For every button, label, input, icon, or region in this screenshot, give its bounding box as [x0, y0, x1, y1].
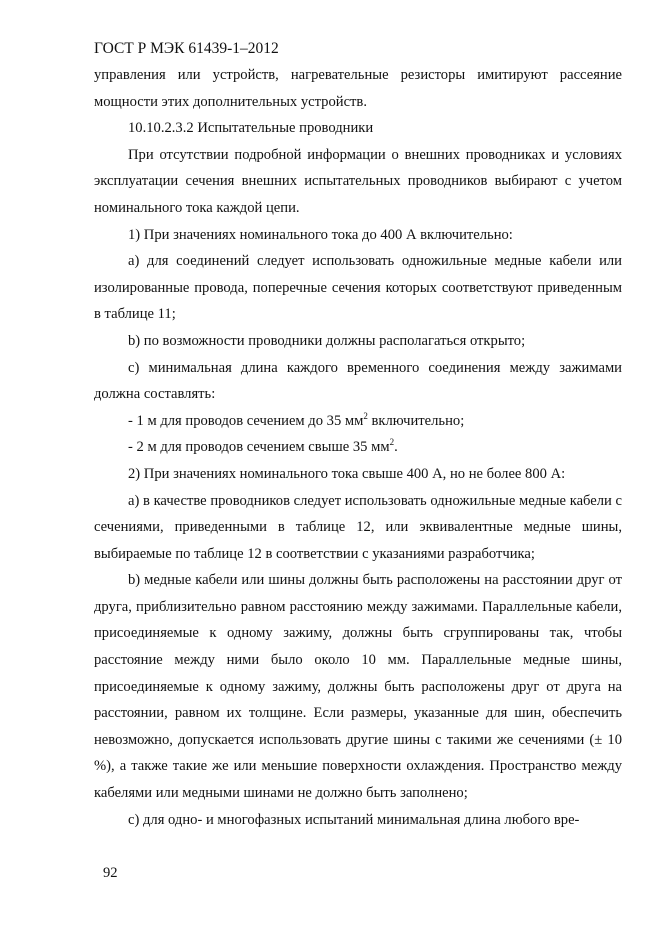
dash-item-tail: .: [394, 439, 398, 456]
document-body: [94, 62, 622, 833]
list-item: a) в качестве проводников следует использовать одножильные медные кабели с сечениями, приведенными в таблице 12, или эквивалентные медные шины, выбираемые по таблице 12 в соответствии с указаниями разработчика;: [94, 492, 622, 562]
dash-item-text: - 2 м для проводов сечением свыше 35 мм: [128, 439, 390, 456]
dash-item: [94, 434, 622, 461]
list-item: a) для соединений следует использовать одножильные медные кабели или изолированные провода, поперечные сечения которых соответствуют приведенным в таблице 11;: [94, 253, 622, 323]
list-item: c) минимальная длина каждого временного соединения между зажимами должна составлять:: [94, 359, 622, 403]
list-item: b) медные кабели или шины должны быть расположены на расстоянии друг от друга, приблизительно равном расстоянию между зажимами. Параллельные кабели, присоединяемые к одному зажиму, должны быть сгруппированы так, чтобы расстояние между ними было около 10 мм. Параллельные медные шины, присоединяемые к одному зажиму, должны быть расположены друг от друга на расстоянии, равном их толщине. Если размеры, указанные для шин, обеспечить невозможно, допускается использовать другие шины с такими же сечениями (± 10 %), а также такие же или меньшие поверхности охлаждения. Пространство между кабелями или медными шинами не должно быть заполнено;: [94, 572, 622, 802]
superscript: 2: [363, 410, 368, 421]
paragraph: При отсутствии подробной информации о внешних проводниках и условиях эксплуатации сечения внешних испытательных проводников выбирают с учетом номинального тока каждой цепи.: [94, 146, 622, 216]
section-heading: 10.10.2.3.2 Испытательные проводники: [128, 120, 374, 137]
document-header: ГОСТ Р МЭК 61439-1–2012: [94, 40, 279, 57]
dash-item-tail: включительно;: [367, 412, 465, 429]
paragraph: управления или устройств, нагревательные резисторы имитируют рассеяние мощности этих дополнительных устройств.: [94, 67, 622, 110]
page-number: 92: [103, 865, 118, 881]
dash-item-text: - 1 м для проводов сечением до 35 мм: [128, 412, 364, 429]
dash-item: [94, 408, 622, 435]
list-heading: 1) При значениях номинального тока до 400 А включительно:: [128, 226, 513, 243]
superscript: 2: [389, 437, 395, 448]
list-heading: 2) При значениях номинального тока свыше 400 А, но не более 800 А:: [128, 465, 566, 482]
list-item: b) по возможности проводники должны располагаться открыто;: [128, 332, 526, 349]
list-item: c) для одно- и многофазных испытаний минимальная длина любого вре-: [128, 811, 580, 828]
